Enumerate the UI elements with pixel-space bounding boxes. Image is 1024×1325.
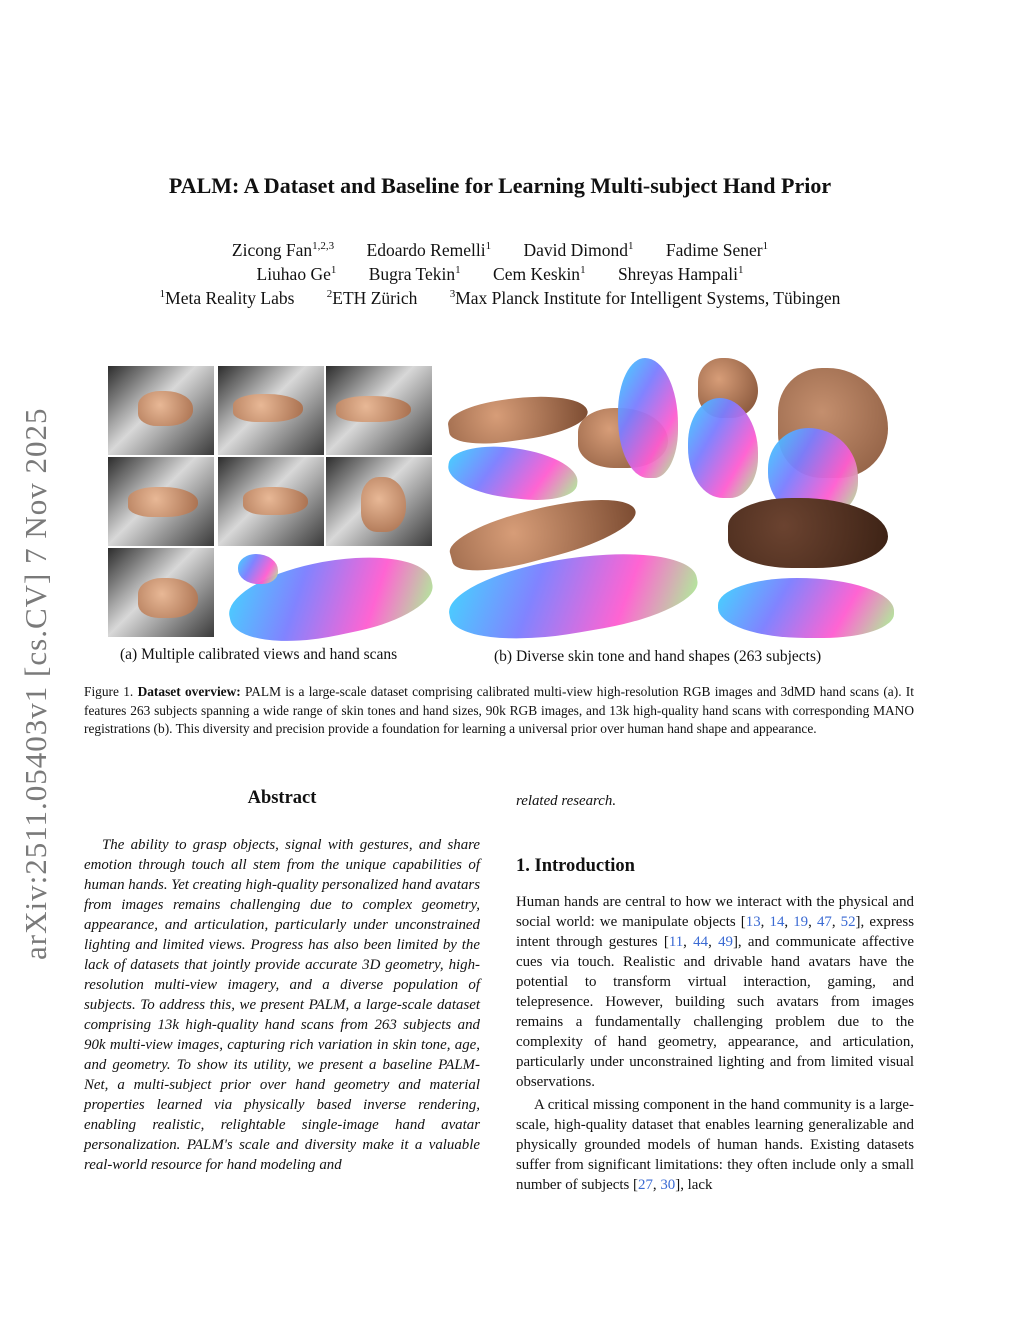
- citation-link[interactable]: 44: [693, 934, 709, 950]
- camera-view-image: [108, 366, 214, 455]
- authors-line-1: [0, 240, 1000, 261]
- subfigure-a-caption: (a) Multiple calibrated views and hand scans: [120, 646, 398, 663]
- author: Shreyas Hampali$^1$: [617, 264, 744, 284]
- authors-line-2: [0, 264, 1000, 285]
- figure-caption-title: Dataset overview:: [137, 684, 241, 699]
- subfigure-b-caption: (b) Diverse skin tone and hand shapes (263 subjects): [494, 648, 822, 665]
- hand-photo: [728, 498, 888, 568]
- abstract-continuation: related research.: [516, 793, 617, 809]
- hand-scan-render: [718, 578, 894, 638]
- citation-link[interactable]: 27: [638, 1177, 653, 1193]
- figure-caption-text: PALM is a large-scale dataset comprising calibrated multi-view high-resolution RGB images and 3dMD hand scans (a). It features 263 subjects spanning a wide range of skin tones and hand sizes, 90k RGB images, and 13k high-quality hand scans with corresponding MANO registrations (b). This diversity and precision provide a foundation for learning a universal prior over human hand shape and appearance.: [84, 684, 914, 737]
- affiliations: [0, 288, 1000, 309]
- citation-link[interactable]: 49: [718, 934, 733, 950]
- author: Cem Keskin$^1$: [493, 264, 586, 284]
- camera-view-image: [218, 457, 324, 546]
- camera-view-image: [218, 366, 324, 455]
- author: Bugra Tekin$^1$: [368, 264, 461, 284]
- hand-photo: [446, 388, 590, 449]
- abstract-heading: Abstract: [247, 788, 317, 808]
- hand-scan-render: [618, 358, 678, 478]
- camera-view-image: [108, 548, 214, 637]
- citation-link[interactable]: 19: [793, 914, 809, 930]
- camera-view-image: [326, 366, 432, 455]
- figure-label: Figure 1.: [84, 684, 134, 699]
- author: David Dimond$^1$: [523, 240, 634, 260]
- hand-scan-render: [238, 554, 278, 584]
- arxiv-identifier: arXiv:2511.05403v1 [cs.CV] 7 Nov 2025: [18, 407, 53, 960]
- affiliation: $^3$Max Planck Institute for Intelligent Systems, Tübingen: [449, 288, 841, 308]
- author: Edoardo Remelli$^1$: [366, 240, 492, 260]
- citation-link[interactable]: 14: [769, 914, 785, 930]
- author: Fadime Sener$^1$: [665, 240, 769, 260]
- citation-link[interactable]: 52: [840, 914, 856, 930]
- camera-view-image: [108, 457, 214, 546]
- citation-link[interactable]: 30: [660, 1177, 676, 1193]
- author: Zicong Fan$^{1,2,3}$: [231, 240, 335, 260]
- camera-view-image: [326, 457, 432, 546]
- hand-scan-render: [446, 441, 581, 504]
- figure-caption: [84, 683, 914, 739]
- citation-link[interactable]: 11: [668, 934, 684, 950]
- abstract-body: The ability to grasp objects, signal with gestures, and share emotion through touch all stem from the unique capabilities of human hands. Yet creating high-quality personalized hand avatars from images remains challenging due to complex geometry, appearance, and articulation, particularly under unconstrained lighting and limited views. Progress has also been limited by the lack of datasets that jointly provide accurate 3D geometry, high-resolution multi-view imagery, and a diverse population of subjects. To address this, we present PALM, a large-scale dataset comprising 13k high-quality hand scans from 263 subjects and 90k multi-view images, capturing rich variation in skin tone, age, and geometry. To show its utility, we present a baseline PALM-Net, a multi-subject prior over hand geometry and material properties learned via physically based inverse rendering, enabling realistic, relightable single-image hand avatar personalization. PALM's scale and diversity make it a valuable real-world resource for hand modeling and: [84, 837, 480, 1173]
- affiliation: $^2$ETH Zürich: [326, 288, 418, 308]
- introduction-paragraph-1: Human hands are central to how we interact with the physical and social world: we manipulate objects [13, 14, 19, 47, 52], express intent through gestures [11, 44, 49], and communicate affective cues via touch. Realistic and drivable hand avatars have the potential to transform virtual interaction, gaming, and telepresence. However, building such avatars from images remains a fundamentally challenging problem due to the complexity of hand geometry, appearance, and articulation, particularly under unconstrained lighting and from limited visual observations.: [516, 894, 914, 1090]
- introduction-paragraph-2: A critical missing component in the hand community is a large-scale, high-quality dataset that enables learning generalizable and physically grounded models of human hands. Existing datasets suffer from significant limitations: they often include only a small number of subjects [27, 30], lack: [516, 1097, 914, 1193]
- affiliation: $^1$Meta Reality Labs: [159, 288, 295, 308]
- citation-link[interactable]: 13: [745, 914, 761, 930]
- introduction-heading: 1. Introduction: [516, 856, 635, 876]
- citation-link[interactable]: 47: [816, 914, 832, 930]
- paper-title: PALM: A Dataset and Baseline for Learning Multi-subject Hand Prior: [168, 173, 832, 198]
- hand-scan-render: [688, 398, 758, 498]
- author: Liuhao Ge$^1$: [256, 264, 337, 284]
- figure-a-multiview-grid: [108, 366, 434, 638]
- figure-b-diverse-hands: [448, 358, 894, 640]
